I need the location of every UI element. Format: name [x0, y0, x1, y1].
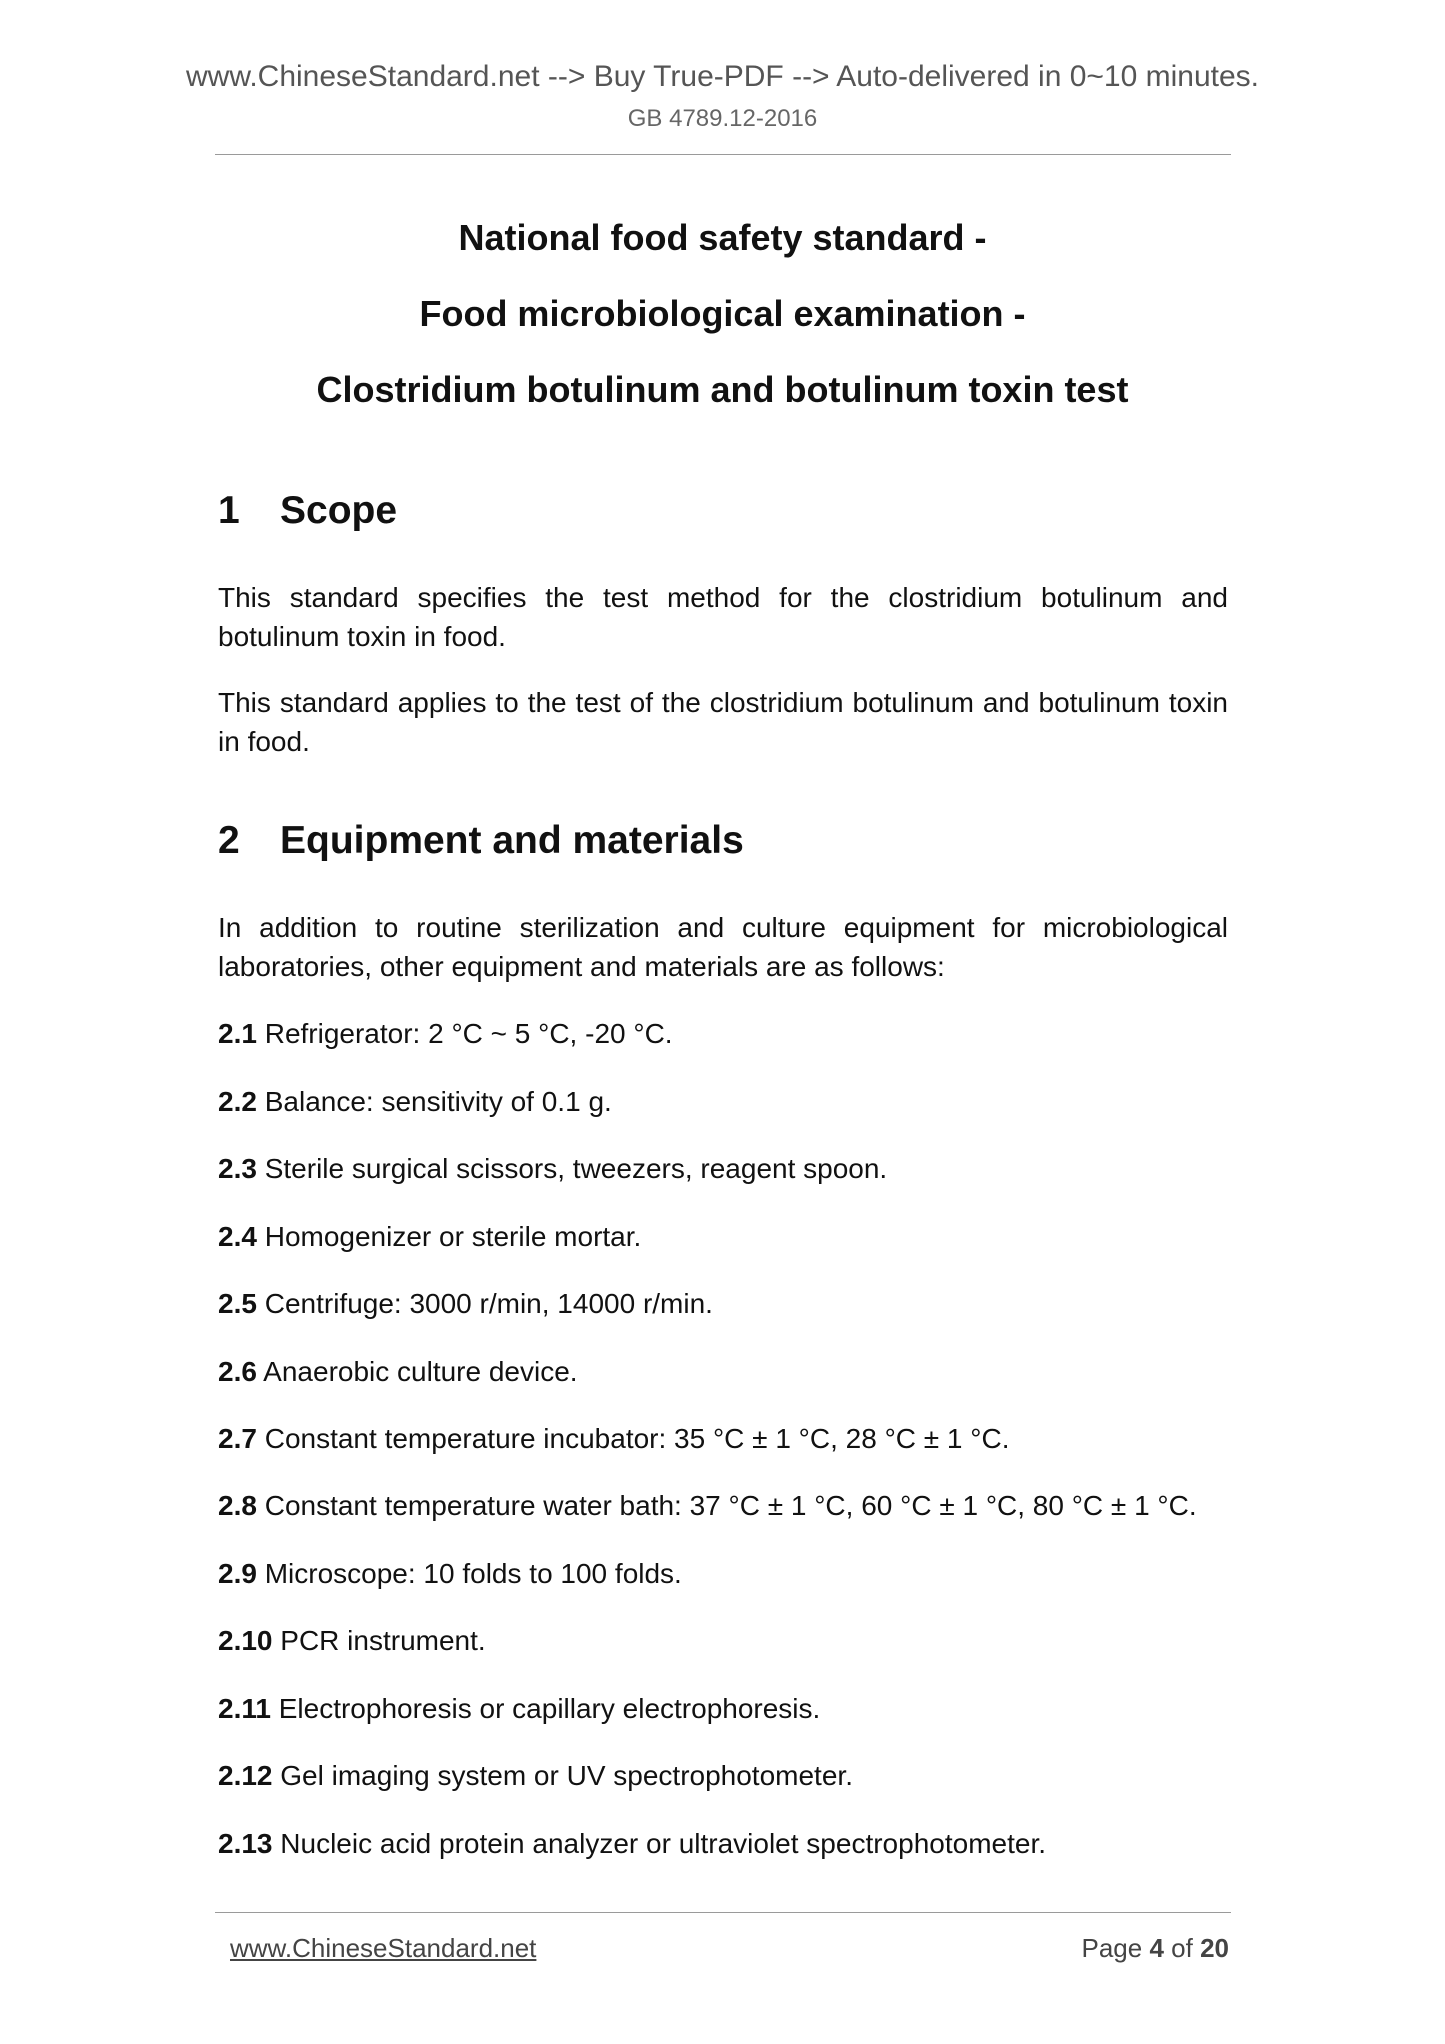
list-item: [218, 1286, 1248, 1322]
item-number: 2.12: [218, 1760, 273, 1791]
section-title: Equipment and materials: [280, 819, 744, 862]
list-item: [218, 1623, 1248, 1659]
section-title: Scope: [280, 489, 398, 532]
list-item: [218, 1151, 1248, 1187]
section-number: 1: [218, 489, 240, 532]
list-item: [218, 1084, 1248, 1120]
item-text: Electrophoresis or capillary electrophoresis.: [278, 1693, 821, 1724]
paragraph: This standard applies to the test of the clostridium botulinum and botulinum toxin in food.: [218, 687, 1228, 757]
list-item: [218, 1354, 1248, 1390]
header-standard-code: GB 4789.12-2016: [627, 105, 818, 132]
item-text: Anaerobic culture device.: [263, 1356, 578, 1387]
list-item: [218, 1219, 1248, 1255]
item-text: Constant temperature incubator: 35 °C ± 1 °C, 28 °C ± 1 °C.: [264, 1423, 1010, 1454]
page-total: 20: [1200, 1933, 1229, 1963]
item-number: 2.11: [218, 1693, 271, 1724]
item-text: Constant temperature water bath: 37 °C ± 1 °C, 60 °C ± 1 °C, 80 °C ± 1 °C.: [264, 1490, 1197, 1521]
item-text: Nucleic acid protein analyzer or ultraviolet spectrophotometer.: [280, 1828, 1047, 1859]
item-text: Refrigerator: 2 °C ~ 5 °C, -20 °C.: [264, 1018, 673, 1049]
title-line-3: Clostridium botulinum and botulinum toxin test: [316, 369, 1129, 410]
item-number: 2.8: [218, 1490, 257, 1521]
item-number: 2.13: [218, 1828, 273, 1859]
item-number: 2.7: [218, 1423, 257, 1454]
item-text: Balance: sensitivity of 0.1 g.: [264, 1086, 612, 1117]
list-item: [218, 1758, 1248, 1794]
list-item: [218, 1421, 1248, 1457]
page-label: Page: [1081, 1933, 1143, 1963]
item-number: 2.6: [218, 1356, 257, 1387]
title-line-1: National food safety standard -: [458, 217, 987, 258]
footer-divider: [215, 1912, 1231, 1913]
item-number: 2.4: [218, 1221, 257, 1252]
page-of-label: of: [1171, 1933, 1193, 1963]
item-number: 2.2: [218, 1086, 257, 1117]
page-indicator: [1081, 1932, 1229, 1964]
header-banner: www.ChineseStandard.net --> Buy True-PDF --> Auto-delivered in 0~10 minutes.: [185, 60, 1260, 93]
list-item: [218, 1826, 1248, 1862]
item-number: 2.10: [218, 1625, 273, 1656]
list-item: [218, 1691, 1248, 1727]
item-text: Sterile surgical scissors, tweezers, reagent spoon.: [264, 1153, 888, 1184]
page-current: 4: [1149, 1933, 1164, 1963]
title-line-2: Food microbiological examination -: [419, 293, 1026, 334]
item-text: Microscope: 10 folds to 100 folds.: [264, 1558, 682, 1589]
section-number: 2: [218, 819, 240, 862]
section-heading-equipment: [218, 818, 744, 864]
item-number: 2.9: [218, 1558, 257, 1589]
item-number: 2.5: [218, 1288, 257, 1319]
item-number: 2.1: [218, 1018, 257, 1049]
item-text: PCR instrument.: [280, 1625, 486, 1656]
item-text: Gel imaging system or UV spectrophotometer.: [280, 1760, 853, 1791]
item-text: Homogenizer or sterile mortar.: [264, 1221, 642, 1252]
item-text: Centrifuge: 3000 r/min, 14000 r/min.: [264, 1288, 713, 1319]
footer-website-link[interactable]: www.ChineseStandard.net: [230, 1933, 537, 1963]
header-divider: [215, 154, 1231, 155]
paragraph: This standard specifies the test method for the clostridium botulinum and botulinum toxin in food.: [218, 582, 1228, 652]
item-number: 2.3: [218, 1153, 257, 1184]
list-item: [218, 1556, 1248, 1592]
paragraph: In addition to routine sterilization and culture equipment for microbiological laboratories, other equipment and materials are as follows:: [218, 912, 1228, 982]
section-heading-scope: [218, 488, 397, 534]
list-item: [218, 1016, 1248, 1052]
list-item: [218, 1488, 1248, 1524]
